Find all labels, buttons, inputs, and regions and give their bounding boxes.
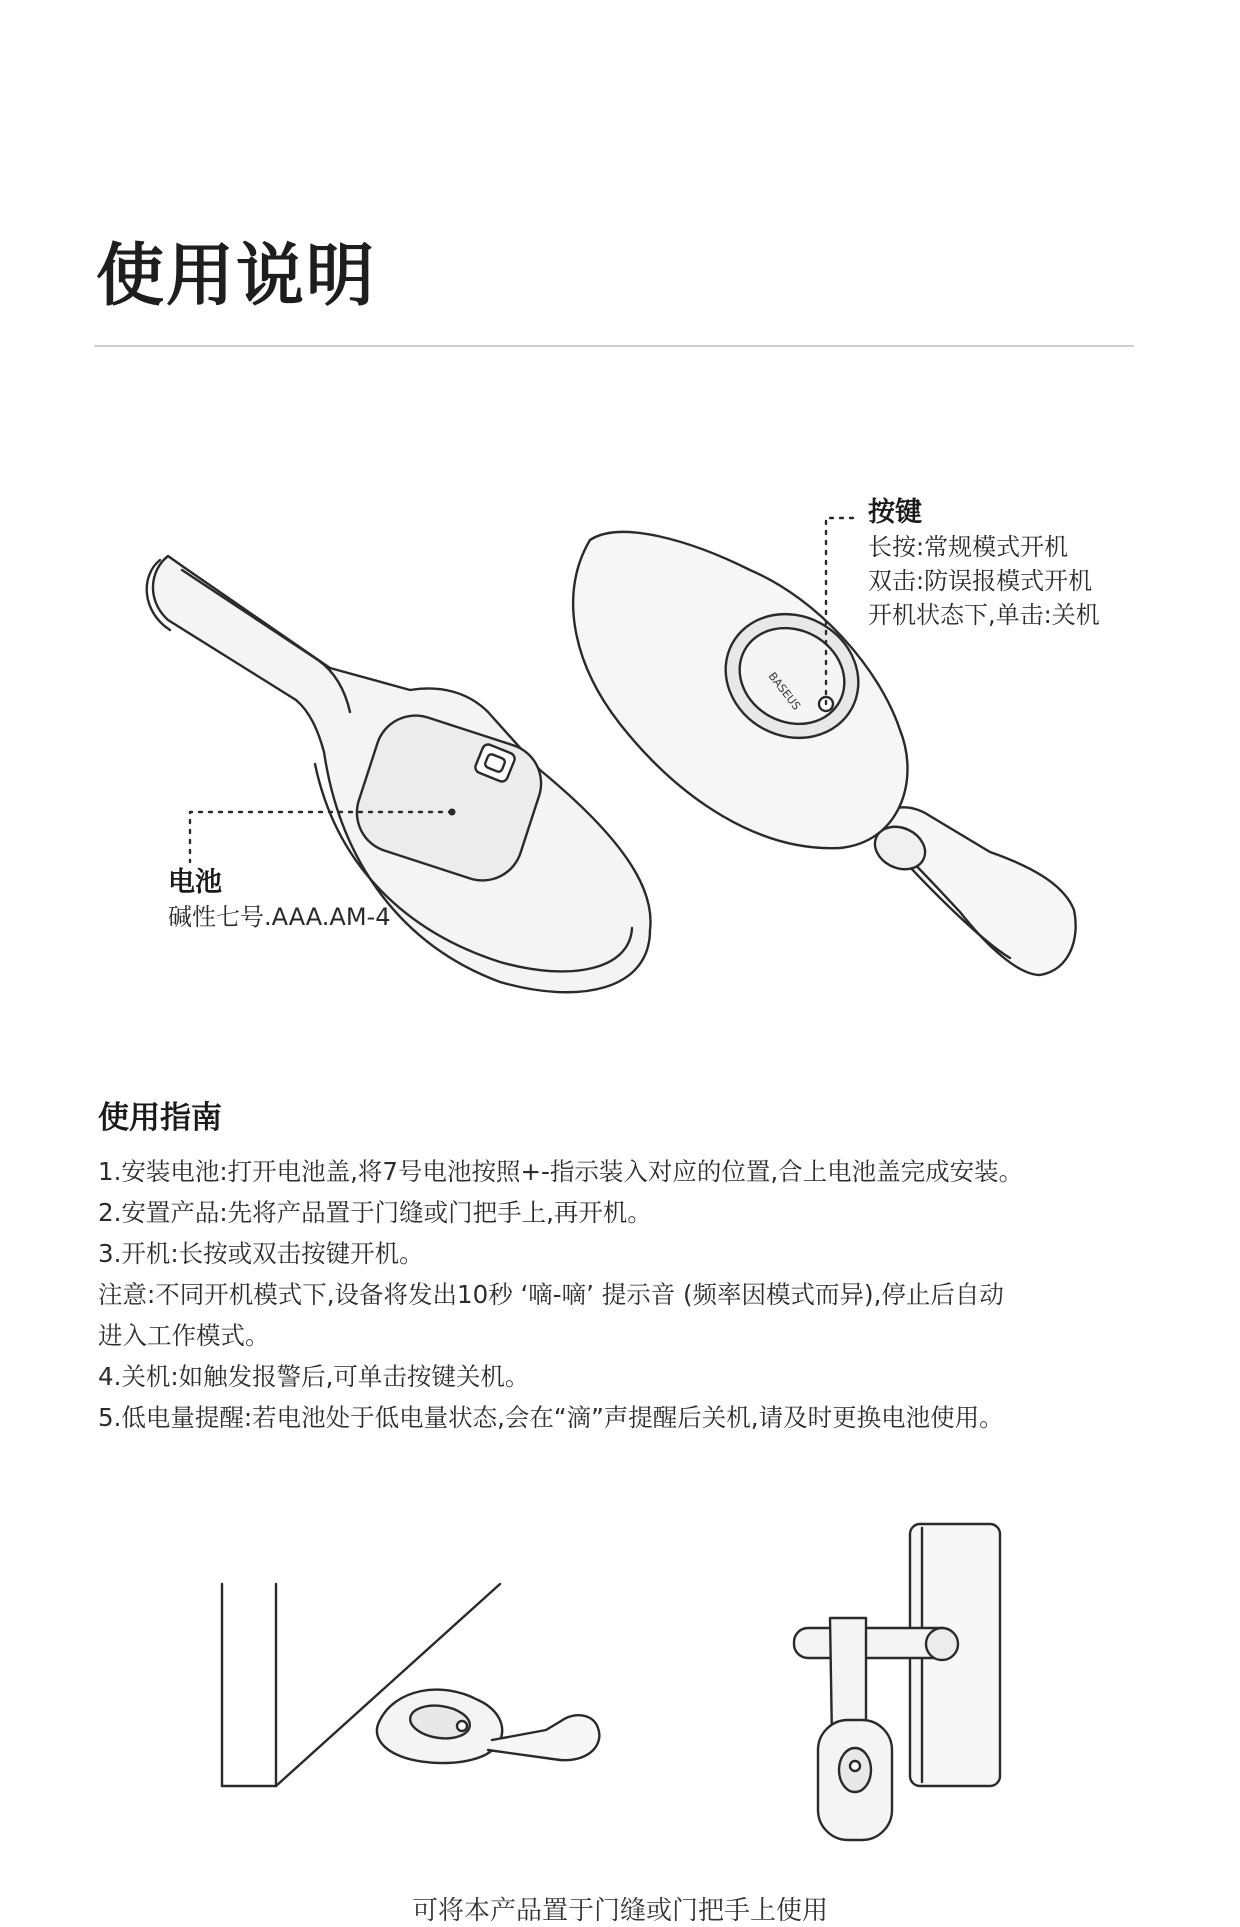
button-callout: [868, 496, 1100, 632]
guide-step-1: 1.安装电池:打开电池盖,将7号电池按照+-指示装入对应的位置,合上电池盖完成安装。: [98, 1157, 1024, 1186]
guide-step-3: 3.开机:长按或双击按键开机。: [98, 1239, 424, 1268]
battery-callout: [168, 866, 390, 934]
door-gap-scene: [222, 1584, 599, 1786]
usage-guide: [98, 1092, 1158, 1438]
brand-mark: BASEUS: [765, 669, 803, 713]
button-line-double-click: 双击:防误报模式开机: [868, 567, 1093, 595]
guide-note-cont: 进入工作模式。: [98, 1321, 270, 1350]
guide-step-4: 4.关机:如触发报警后,可单击按键关机。: [98, 1362, 530, 1391]
guide-note: 注意:不同开机模式下,设备将发出10秒 ‘嘀-嘀’ 提示音 (频率因模式而异),停止后自动: [98, 1280, 1004, 1309]
door-handle-scene: [794, 1524, 1000, 1840]
button-line-single-click: 开机状态下,单击:关机: [868, 601, 1100, 629]
guide-step-5: 5.低电量提醒:若电池处于低电量状态,会在“滴”声提醒后关机,请及时更换电池使用。: [98, 1403, 1004, 1432]
guide-heading: 使用指南: [98, 1100, 222, 1136]
page-title: 使用说明: [96, 237, 377, 316]
footer-caption: 可将本产品置于门缝或门把手上使用: [411, 1896, 828, 1926]
button-title: 按键: [868, 497, 922, 528]
guide-step-2: 2.安置产品:先将产品置于门缝或门把手上,再开机。: [98, 1198, 652, 1227]
battery-title: 电池: [168, 867, 222, 898]
button-line-long-press: 长按:常规模式开机: [868, 533, 1069, 561]
battery-desc: 碱性七号.AAA.AM-4: [168, 903, 391, 931]
